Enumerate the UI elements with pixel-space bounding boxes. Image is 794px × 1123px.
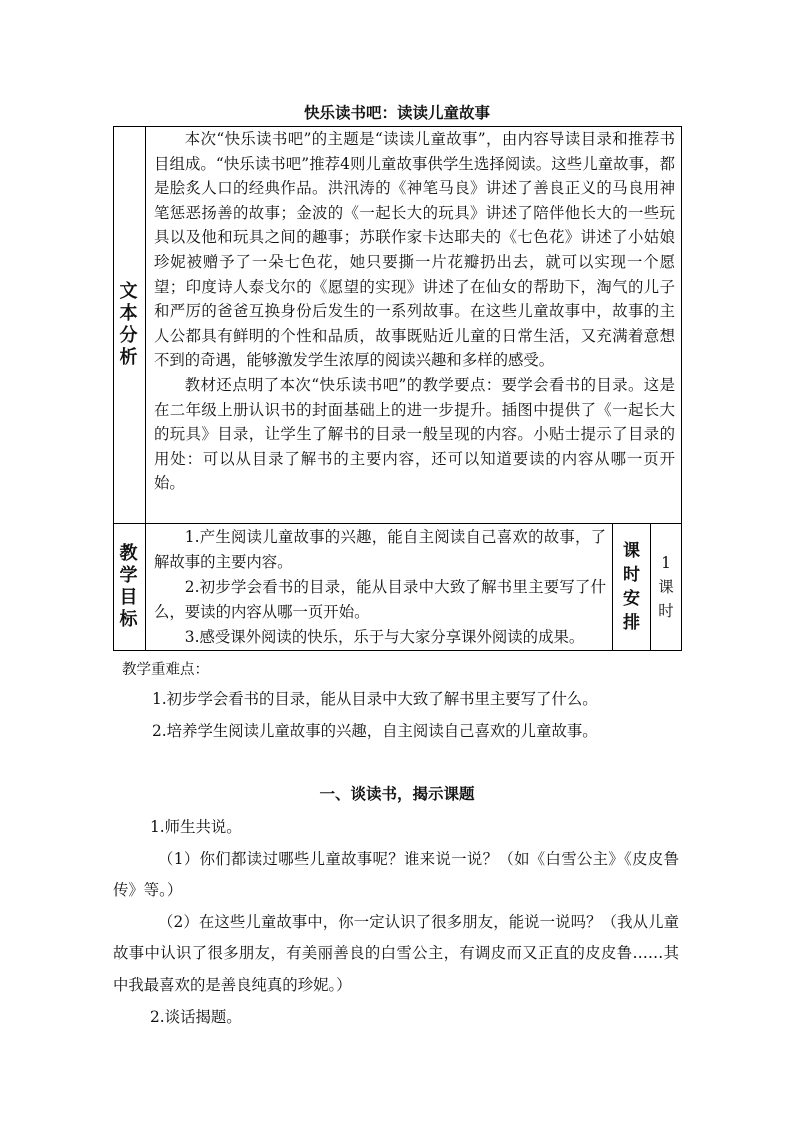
difficulty-item: 2.培养学生阅读儿童故事的兴趣，自主阅读自己喜欢的儿童故事。 [152,722,598,740]
step-item: 1.师生共说。 [150,818,242,836]
question-item: （1）你们都读过哪些儿童故事呢？谁来说一说？（如《白雪公主》《皮皮鲁传》等。） [113,849,679,900]
hours-value: 1课时 [658,554,674,620]
step-item: 2.谈话揭题。 [150,1007,242,1026]
hours-label: 课时安排 [623,541,640,633]
hours-value-cell [651,524,682,651]
analysis-row [114,127,682,524]
analysis-paragraph: 本次“快乐读书吧”的主题是“读读儿童故事”，由内容导读目录和推荐书目组成。“快乐读书吧”推荐4则儿童故事供学生选择阅读。这些儿童故事，都是脍炙人口的经典作品。洪汛涛的《神笔马良》讲述了善良正义的马良用神笔惩恶扬善的故事；金波的《一起长大的玩具》讲述了陪伴他长大的一些玩具以及他和玩具之间的趣事；苏联作家卡达耶夫的《七色花》讲述了小姑娘珍妮被赠予了一朵七色花，她只要撕一片花瓣扔出去，就可以实现一个愿望；印度诗人泰戈尔的《愿望的实现》讲述了在仙女的帮助下，淘气的儿子和严厉的爸爸互换身份后发生的一系列故事。在这些儿童故事中，故事的主人公都具有鲜明的个性和品质，故事既贴近儿童的日常生活，又充满着意想不到的奇遇，能够激发学生浓厚的阅读兴趣和多样的感受。 [154,130,675,370]
analysis-label-cell [114,127,146,524]
goal-item: 2.初步学会看书的目录，能从目录中大致了解书里主要写了什么，要读的内容从哪一页开始。 [154,578,606,621]
analysis-label: 文本分析 [119,281,140,368]
section-body [113,812,679,1033]
hours-label-cell [613,524,651,651]
section-heading: 一、谈读书，揭示课题 [319,784,475,803]
goals-label-cell [114,524,146,651]
analysis-content [146,127,682,524]
goals-content [146,524,613,651]
goals-row [114,524,682,651]
question-item: （2）在这些儿童故事中，你一定认识了很多朋友，能说一说吗？（我从儿童故事中认识了很多朋友，有美丽善良的白雪公主，有调皮而又正直的皮皮鲁……其中我最喜欢的是善良纯真的珍妮。） [113,912,679,994]
difficulty-item: 1.初步学会看书的目录，能从目录中大致了解书里主要写了什么。 [152,690,598,708]
goal-item: 3.感受课外阅读的快乐，乐于与大家分享课外阅读的成果。 [184,628,585,646]
difficulties-heading: 教学重难点： [122,662,209,678]
lesson-plan-table [113,126,682,651]
goal-item: 1.产生阅读儿童故事的兴趣，能自主阅读自己喜欢的故事，了解故事的主要内容。 [154,528,606,571]
analysis-paragraph: 教材还点明了本次“快乐读书吧”的教学要点：要学会看书的目录。这是在二年级上册认识书的封面基础上的进一步提升。插图中提供了《一起长大的玩具》目录，让学生了解书的目录一般呈现的内容。小贴士提示了目录的用处：可以从目录了解书的主要内容，还可以知道要读的内容从哪一页开始。 [154,375,675,493]
goals-label: 教学目标 [119,543,140,630]
document-title: 快乐读书吧：读读儿童故事 [303,103,490,122]
